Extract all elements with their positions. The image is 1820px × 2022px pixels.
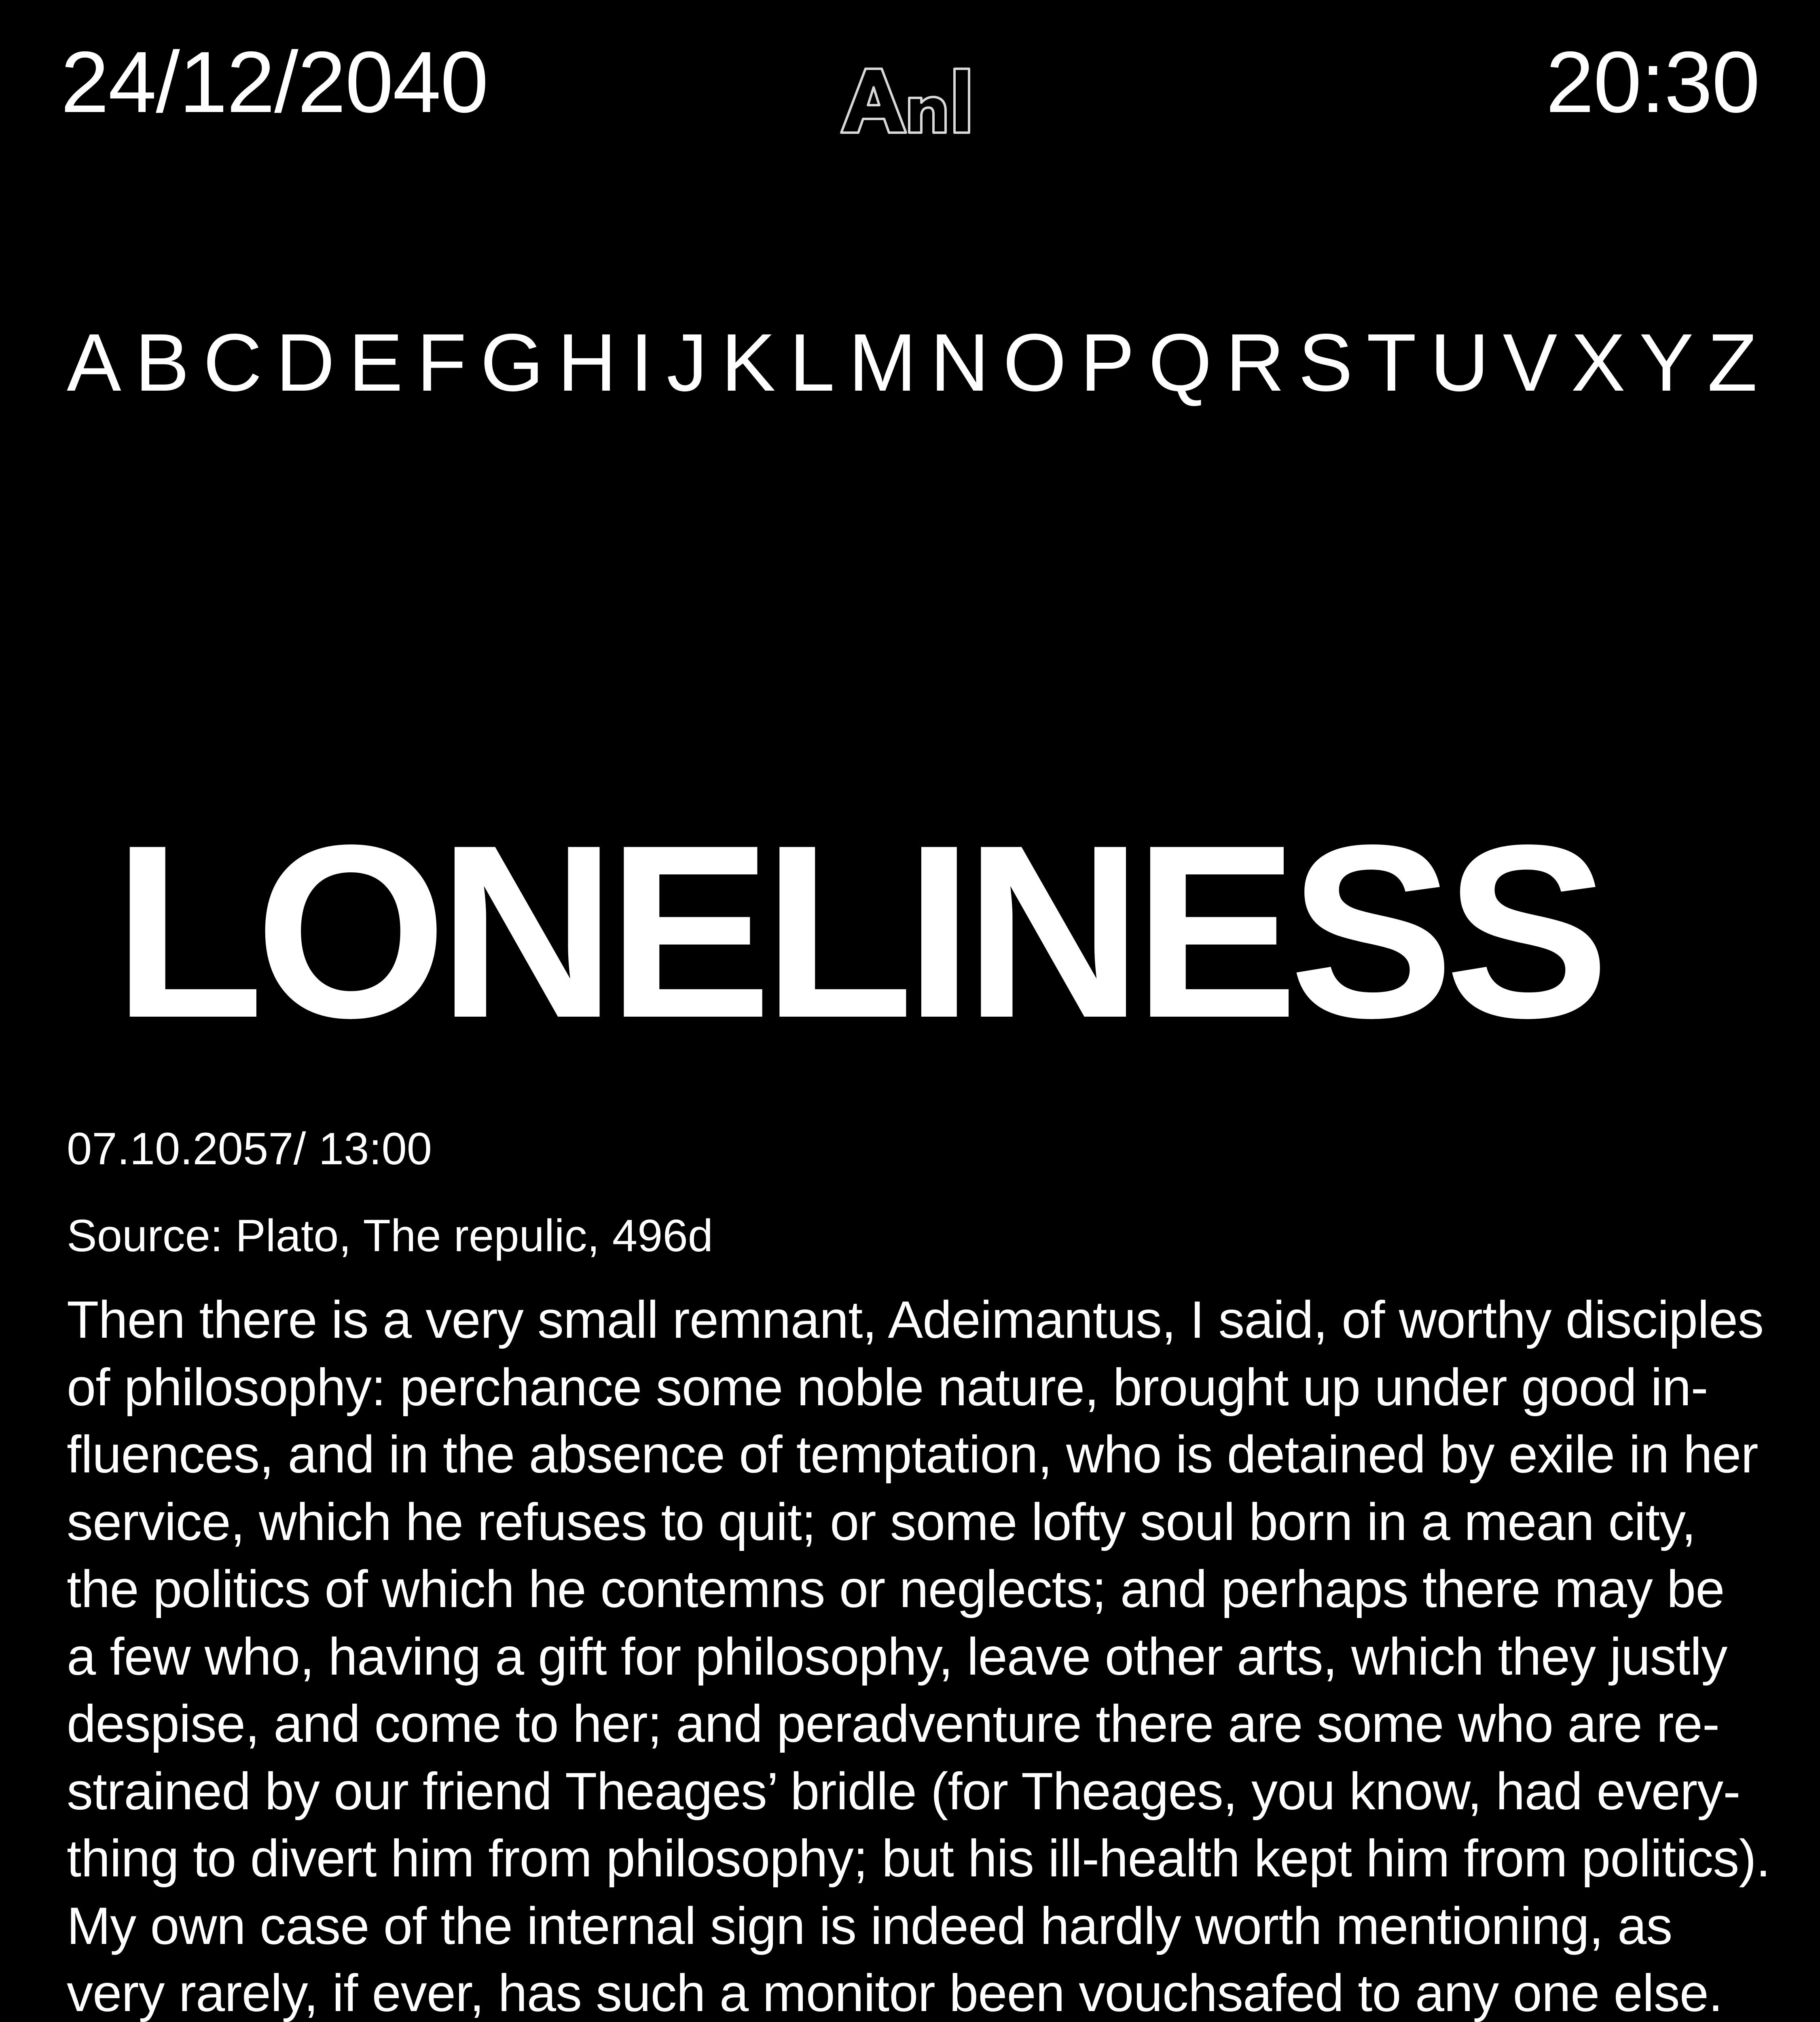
status-bar: [0, 0, 1820, 170]
alphabet-letter-t[interactable]: T: [1366, 317, 1417, 408]
alphabet-letter-q[interactable]: Q: [1148, 317, 1212, 408]
body-text-line: of philosophy: perchance some noble nature, brought up under good in-: [67, 1357, 1708, 1417]
body-text-line: despise, and come to her; and peradventure there are some who are re-: [67, 1694, 1720, 1753]
entry-datetime: 07.10.2057/ 13:00: [67, 1123, 432, 1174]
alphabet-letter-i[interactable]: I: [630, 317, 653, 408]
alphabet-letter-m[interactable]: M: [848, 317, 917, 408]
alphabet-letter-l[interactable]: L: [789, 317, 835, 408]
alphabet-letter-f[interactable]: F: [417, 317, 467, 408]
alphabet-letter-o[interactable]: O: [1003, 317, 1067, 408]
alphabet-letter-k[interactable]: K: [721, 317, 776, 408]
body-text-line: service, which he refuses to quit; or some lofty soul born in a mean city,: [67, 1492, 1696, 1551]
page-title: LONELINESS: [113, 793, 1601, 1069]
alphabet-index: [67, 317, 1757, 408]
body-text-line: Then there is a very small remnant, Adeimantus, I said, of worthy disciples: [67, 1290, 1764, 1349]
app-logo[interactable]: [837, 61, 975, 142]
alphabet-letter-j[interactable]: J: [667, 317, 708, 408]
alphabet-letter-r[interactable]: R: [1225, 317, 1285, 408]
status-date: 24/12/2040: [61, 33, 488, 131]
body-text-line: the politics of which he contemns or neglects; and perhaps there may be: [67, 1559, 1725, 1618]
alphabet-letter-p[interactable]: P: [1080, 317, 1135, 408]
alphabet-letter-a[interactable]: A: [67, 317, 121, 408]
body-text-line: fluences, and in the absence of temptation, who is detained by exile in her: [67, 1425, 1758, 1484]
alphabet-letter-y[interactable]: Y: [1639, 317, 1694, 408]
entry-body-text: [67, 1286, 1770, 2022]
alphabet-letter-g[interactable]: G: [480, 317, 544, 408]
alphabet-letter-d[interactable]: D: [275, 317, 335, 408]
body-text-line: very rarely, if ever, has such a monitor been vouchsafed to any one else.: [67, 1963, 1723, 2022]
body-text-line: My own case of the internal sign is indeed hardly worth mentioning, as: [67, 1896, 1672, 1955]
alphabet-letter-h[interactable]: H: [557, 317, 617, 408]
alphabet-letter-x[interactable]: X: [1571, 317, 1626, 408]
alphabet-letter-u[interactable]: U: [1430, 317, 1489, 408]
body-text-line: strained by our friend Theages’ bridle (for Theages, you know, had every-: [67, 1761, 1740, 1821]
alphabet-letter-e[interactable]: E: [348, 317, 403, 408]
alphabet-letter-b[interactable]: B: [135, 317, 190, 408]
alphabet-letter-v[interactable]: V: [1503, 317, 1558, 408]
body-text-line: thing to divert him from philosophy; but his ill-health kept him from politics).: [67, 1829, 1770, 1888]
status-time: 20:30: [1545, 33, 1759, 131]
alphabet-letter-s[interactable]: S: [1298, 317, 1353, 408]
alphabet-letter-c[interactable]: C: [203, 317, 262, 408]
body-text-line: a few who, having a gift for philosophy, leave other arts, which they justly: [67, 1626, 1727, 1686]
entry-source: Source: Plato, The repulic, 496d: [67, 1210, 713, 1261]
alphabet-letter-n[interactable]: N: [930, 317, 989, 408]
alphabet-letter-z[interactable]: Z: [1707, 317, 1757, 408]
